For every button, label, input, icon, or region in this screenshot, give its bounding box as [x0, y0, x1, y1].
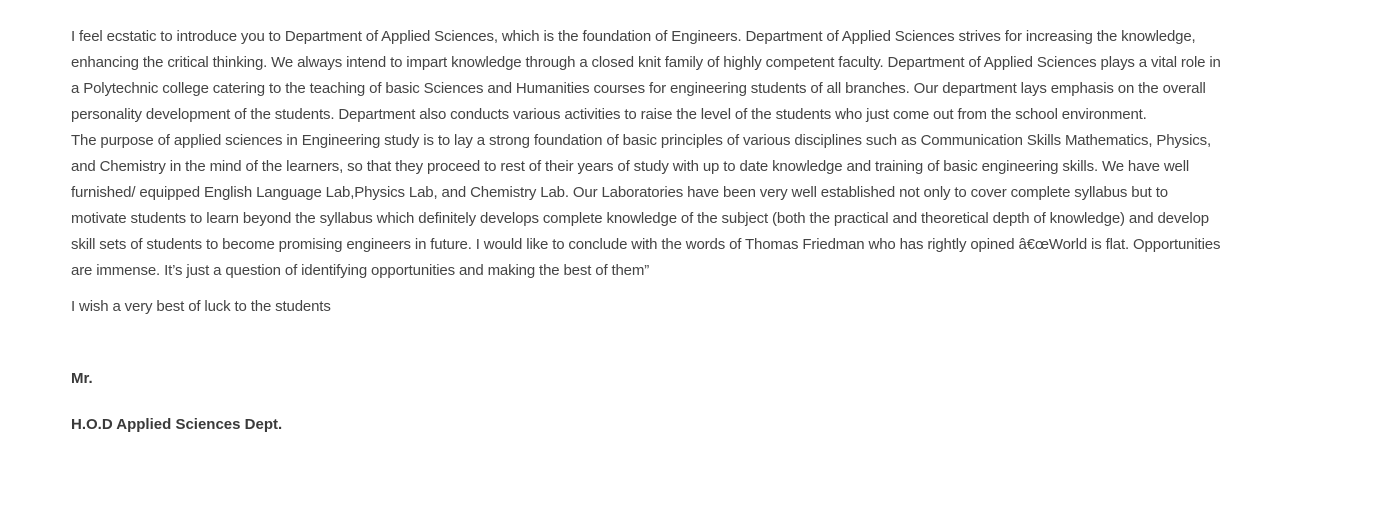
message-paragraph-intro: I feel ecstatic to introduce you to Department of Applied Sciences, which is the foundation of Engineers. Department of Applied Sciences strives for increasing the knowledge, enhancing the critical thinking. We always intend to impart knowledge through a closed knit family of highly competent faculty. Department of Applied Sciences plays a vital role in a Polytechnic college catering to the teaching of basic Sciences and Humanities courses for engineering students of all branches. Our department lays emphasis on the overall personality development of the students. Department also conducts various activities to raise the level of the students who just come out from the school environment.: [71, 28, 1221, 123]
closing-wish: I wish a very best of luck to the students: [71, 298, 331, 315]
message-paragraph-purpose: The purpose of applied sciences in Engineering study is to lay a strong foundation of basic principles of various disciplines such as Communication Skills Mathematics, Physics, and Chemistry in the mind of the learners, so that they proceed to rest of their years of study with up to date knowledge and training of basic engineering skills. We have well furnished/ equipped English Language Lab,Physics Lab, and Chemistry Lab. Our Laboratories have been very well established not only to cover complete syllabus but to motivate students to learn beyond the syllabus which definitely develops complete knowledge of the subject (both the practical and theoretical depth of knowledge) and develop skill sets of students to become promising engineers in future. I would like to conclude with the words of Thomas Friedman who has rightly opined â€œWorld is flat. Opportunities are immense. It’s just a question of identifying opportunities and making the best of them”: [71, 132, 1221, 279]
signature-name: Mr.: [71, 370, 93, 387]
hod-message: [71, 24, 1221, 438]
signature-title: H.O.D Applied Sciences Dept.: [71, 416, 283, 433]
